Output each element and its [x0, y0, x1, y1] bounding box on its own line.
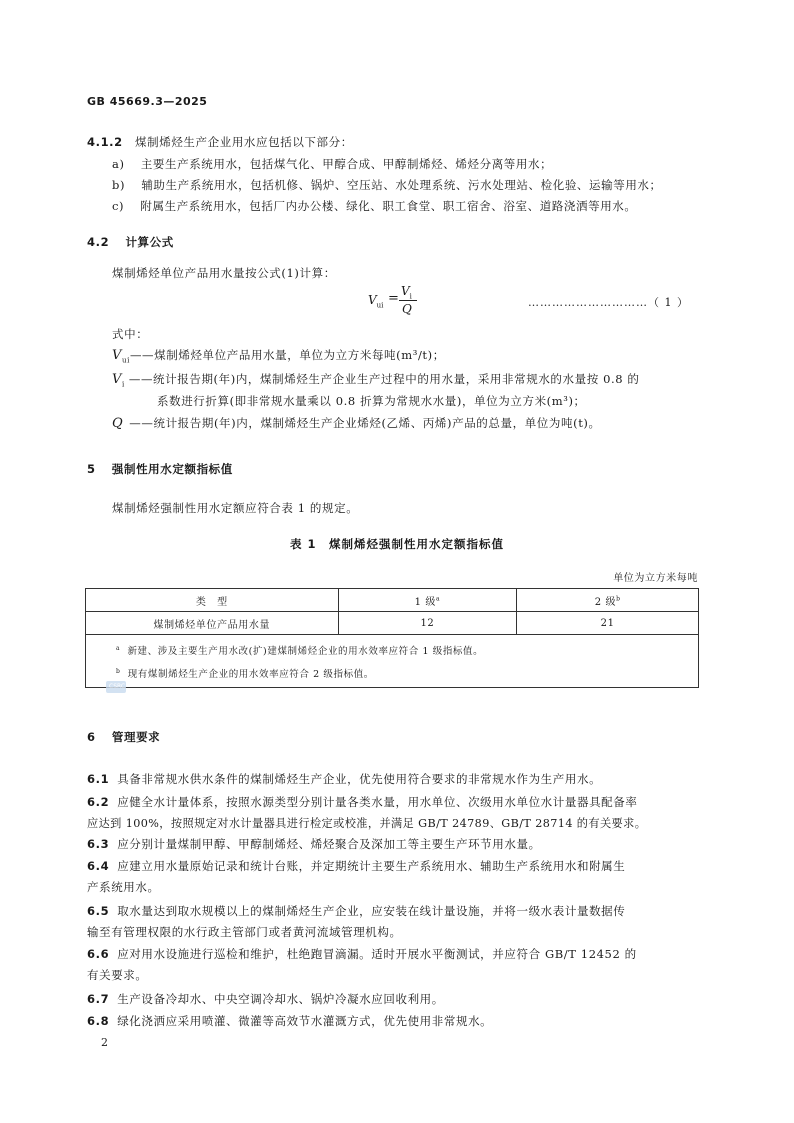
paragraph: 煤制烯烃强制性用水定额应符合表 1 的规定。 [112, 501, 359, 515]
formula-intro: 煤制烯烃单位产品用水量按公式(1)计算： [112, 266, 336, 280]
formula-denominator: Q [402, 302, 412, 316]
table-note: $^a$ 新建、涉及主要生产用水改(扩)建煤制烯烃企业的用水效率应符合 1 级指标值。 [116, 645, 484, 658]
clause-item [87, 991, 444, 1007]
def-dash: —— [129, 348, 155, 362]
list-text: 附属生产系统用水，包括厂内办公楼、绿化、职工食堂、职工宿舍、浴室、道路浇洒等用水。 [140, 199, 637, 213]
clause-item [87, 794, 637, 810]
def-text: 统计报告期(年)内，煤制烯烃生产企业烯烃(乙烯、丙烯)产品的总量，单位为吨(t)。 [153, 416, 601, 430]
clause-number: 6.3 [87, 837, 110, 851]
list-label: b) [112, 178, 126, 192]
section-heading-6 [87, 729, 160, 745]
clause-continuation: 产系统用水。 [87, 880, 160, 894]
clause-item [87, 836, 541, 852]
clause-text: 应建立用水量原始记录和统计台账，并定期统计主要生产系统用水、辅助生产系统用水和附属生 [117, 859, 626, 873]
clause-item [87, 1013, 492, 1029]
section-heading-4-2 [87, 234, 174, 250]
definition-continuation: 系数进行折算(即非常规水量乘以 0.8 折算为常规水水量)，单位为立方米(m³)； [157, 394, 586, 408]
list-text: 辅助生产系统用水，包括机修、锅炉、空压站、水处理系统、污水处理站、检化验、运输等用水； [141, 178, 662, 192]
clause-number: 4.1.2 [87, 135, 123, 149]
formula-equals: = [388, 291, 399, 306]
section-title: 计算公式 [125, 235, 174, 249]
formula-1 [368, 284, 428, 320]
clause-text: 应健全水计量体系，按照水源类型分别计量各类水量，用水单位、次级用水单位水计量器具配备率 [117, 795, 638, 809]
clause-continuation: 应达到 100%，按照规定对水计量器具进行检定或校准，并满足 GB/T 24789、GB/T 28714 的有关要求。 [87, 817, 647, 830]
clause-text: 应分别计量煤制甲醇、甲醇制烯烃、烯烃聚合及深加工等主要生产环节用水量。 [117, 837, 541, 851]
clause-text: 煤制烯烃生产企业用水应包括以下部分： [135, 135, 353, 149]
list-item [112, 198, 637, 214]
list-item [112, 177, 662, 193]
def-dash: —— [128, 372, 154, 386]
where-label: 式中： [112, 327, 149, 341]
clause-continuation: 有关要求。 [87, 968, 148, 982]
def-symbol: Q [112, 416, 124, 431]
formula-lhs: $V_{ui}$ [368, 293, 384, 310]
clause-4-1-2 [87, 134, 353, 150]
formula-label: （ 1 ） [648, 296, 689, 309]
clause-text: 绿化浇洒应采用喷灌、微灌等高效节水灌溉方式，优先使用非常规水。 [117, 1014, 493, 1028]
def-symbol: $V_{ui}$ [112, 348, 130, 365]
list-label: a) [112, 157, 125, 171]
table-cell: 煤制烯烃单位产品用水量 [86, 612, 339, 635]
definition-item [112, 415, 601, 431]
section-title: 强制性用水定额指标值 [111, 462, 233, 476]
list-label: c) [112, 199, 125, 213]
definition-item [112, 347, 445, 365]
def-text: 煤制烯烃单位产品用水量，单位为立方米每吨(m³/t)； [154, 348, 445, 362]
clause-item [87, 858, 625, 874]
section-number: 4.2 [87, 235, 110, 249]
clause-text: 具备非常规水供水条件的煤制烯烃生产企业，优先使用符合要求的非常规水作为生产用水。 [117, 772, 602, 786]
table-notes [86, 635, 699, 688]
table-unit-note: 单位为立方米每吨 [613, 573, 698, 584]
section-number: 5 [87, 462, 96, 476]
quota-table [85, 588, 699, 688]
page-number: 2 [101, 1036, 108, 1049]
definition-item [112, 371, 640, 389]
clause-number: 6.5 [87, 904, 110, 918]
standard-code: GB 45669.3—2025 [87, 95, 208, 108]
table-cell: 12 [338, 612, 517, 635]
clause-item [87, 903, 625, 919]
watermark-logo: CSRC [106, 681, 126, 693]
table-header-cell: 1 级$^a$ [338, 589, 517, 612]
clause-number: 6.4 [87, 859, 110, 873]
table-note: $^b$ 现有煤制烯烃生产企业的用水效率应符合 2 级指标值。 [116, 668, 374, 681]
formula-number [528, 294, 689, 310]
def-dash: —— [129, 416, 154, 430]
table-cell: 21 [517, 612, 699, 635]
table-title: 表 1 煤制烯烃强制性用水定额指标值 [289, 537, 504, 551]
section-number: 6 [87, 730, 96, 744]
clause-continuation: 输至有管理权限的水行政主管部门或者黄河流域管理机构。 [87, 925, 402, 939]
clause-number: 6.7 [87, 992, 110, 1006]
table-header-cell: 2 级$^b$ [517, 589, 699, 612]
table-header-row [86, 589, 699, 612]
list-text: 主要生产系统用水，包括煤气化、甲醇合成、甲醇制烯烃、烯烃分离等用水； [140, 157, 553, 171]
clause-number: 6.8 [87, 1014, 110, 1028]
clause-number: 6.1 [87, 772, 110, 786]
table-row [86, 612, 699, 635]
clause-number: 6.2 [87, 795, 110, 809]
formula-dots: ………………………… [528, 296, 648, 309]
clause-item [87, 771, 601, 787]
clause-item [87, 946, 637, 962]
clause-text: 应对用水设施进行巡检和维护，杜绝跑冒滴漏。适时开展水平衡测试，并应符合 GB/T 12452 的 [117, 947, 637, 961]
clause-text: 取水量达到取水规模以上的煤制烯烃生产企业，应安装在线计量设施，并将一级水表计量数据传 [117, 904, 626, 918]
table-header-cell: 类 型 [86, 589, 339, 612]
def-text: 统计报告期(年)内，煤制烯烃生产企业生产过程中的用水量，采用非常规水的水量按 0.8 的 [153, 372, 640, 386]
clause-number: 6.6 [87, 947, 110, 961]
clause-text: 生产设备冷却水、中央空调冷却水、锅炉冷凝水应回收利用。 [117, 992, 444, 1006]
section-title: 管理要求 [111, 730, 161, 744]
def-symbol: $V_i$ [112, 372, 125, 389]
formula-numerator: $V_i$ [401, 284, 412, 301]
fraction-bar [399, 300, 417, 301]
table-notes-row [86, 635, 699, 688]
list-item [112, 156, 552, 172]
section-heading-5 [87, 461, 233, 477]
